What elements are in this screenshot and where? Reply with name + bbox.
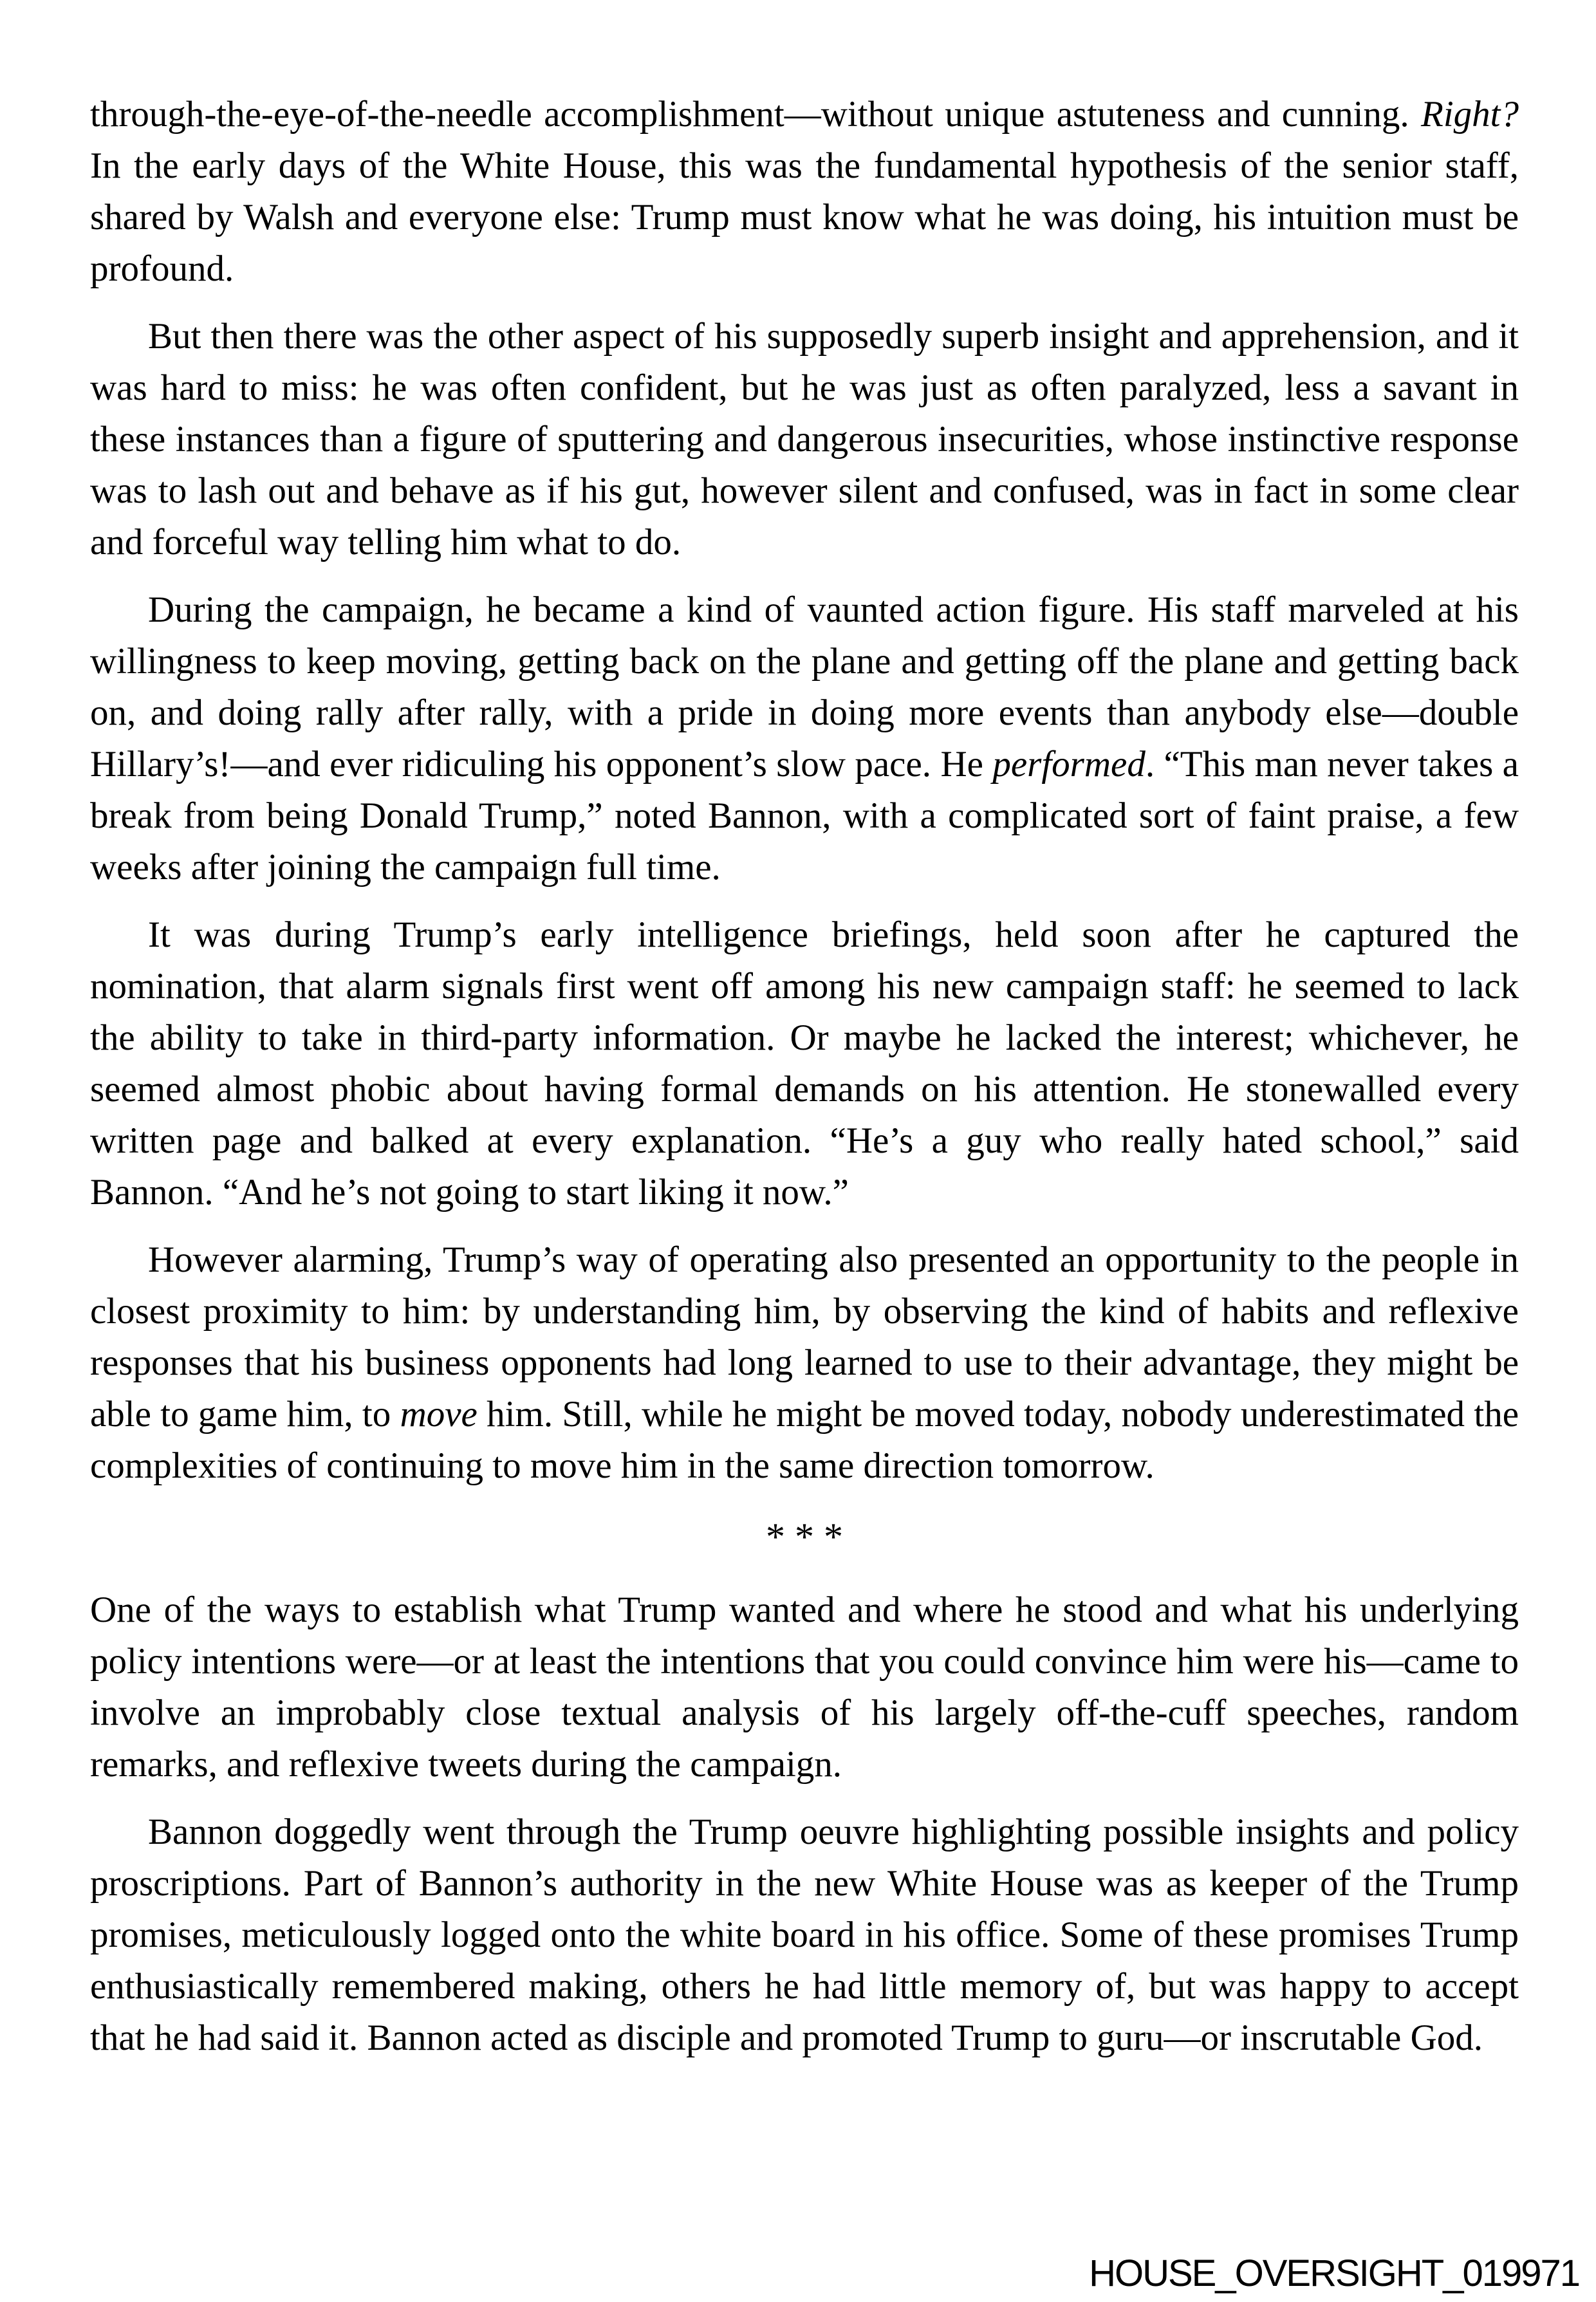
paragraph (90, 311, 1519, 568)
paragraph (90, 584, 1519, 893)
text-run: In the early days of the White House, this was the fundamental hypothesis of the senior staff, shared by Walsh and everyone else: Trump must know what he was doing, his intuition must be profound. (90, 145, 1519, 289)
italic-text-run: performed (992, 744, 1146, 784)
text-run: However alarming, Trump’s way of operating also presented an opportunity to the people in closest proximity to him: by understanding him, by observing the kind of habits and reflexive responses that his business opponents had long learned to use to their advantage, they might be able to game him, to (90, 1239, 1519, 1434)
italic-text-run: move (400, 1394, 478, 1434)
text-run: Bannon doggedly went through the Trump oeuvre highlighting possible insights and policy proscriptions. Part of Bannon’s authority in the new White House was as keeper of the Trump promises, meticulously logged onto the white board in his office. Some of these promises Trump enthusiastically remembered making, others he had little memory of, but was happy to accept that he had said it. Bannon acted as disciple and promoted Trump to guru—or inscrutable God. (90, 1812, 1519, 2058)
paragraph (90, 89, 1519, 295)
text-run: But then there was the other aspect of his supposedly superb insight and apprehension, and it was hard to miss: he was often confident, but he was just as often paralyzed, less a savant in these instances than a figure of sputtering and dangerous insecurities, whose instinctive response was to lash out and behave as if his gut, however silent and confused, was in fact in some clear and forceful way telling him what to do. (90, 316, 1519, 562)
text-run: It was during Trump’s early intelligence briefings, held soon after he captured the nomination, that alarm signals first went off among his new campaign staff: he seemed to lack the ability to take in third-party information. Or maybe he lacked the interest; whichever, he seemed almost phobic about having formal demands on his attention. He stonewalled every written page and balked at every explanation. “He’s a guy who really hated school,” said Bannon. “And he’s not going to start liking it now.” (90, 914, 1519, 1212)
text-block (90, 89, 1519, 2080)
text-run: One of the ways to establish what Trump wanted and where he stood and what his underlying policy intentions were—or at least the intentions that you could convince him were his—came to involve an improbably close textual analysis of his largely off-the-cuff speeches, random remarks, and reflexive tweets during the campaign. (90, 1590, 1519, 1785)
paragraph (90, 1234, 1519, 1492)
text-run: During the campaign, he became a kind of vaunted action figure. His staff marveled at his willingness to keep moving, getting back on the plane and getting off the plane and getting back on, and doing rally after rally, with a pride in doing more events than anybody else—double Hillary’s!—and ever ridiculing his opponent’s slow pace. He (90, 589, 1519, 784)
section-separator: * * * (766, 1516, 843, 1558)
italic-text-run: Right? (1421, 94, 1519, 135)
paragraph (90, 1806, 1519, 2064)
paragraph (90, 909, 1519, 1218)
paragraph (90, 1584, 1519, 1790)
text-run: through-the-eye-of-the-needle accomplishment—without unique astuteness and cunning. (90, 94, 1421, 135)
bates-stamp: HOUSE_OVERSIGHT_019971 (1089, 2252, 1579, 2294)
text-run: . “This man never takes a break from being Donald Trump,” noted Bannon, with a complicated sort of faint praise, a few weeks after joining the campaign full time. (90, 744, 1519, 887)
text-run: him. Still, while he might be moved today, nobody underestimated the complexities of continuing to move him in the same direction tomorrow. (90, 1394, 1519, 1486)
